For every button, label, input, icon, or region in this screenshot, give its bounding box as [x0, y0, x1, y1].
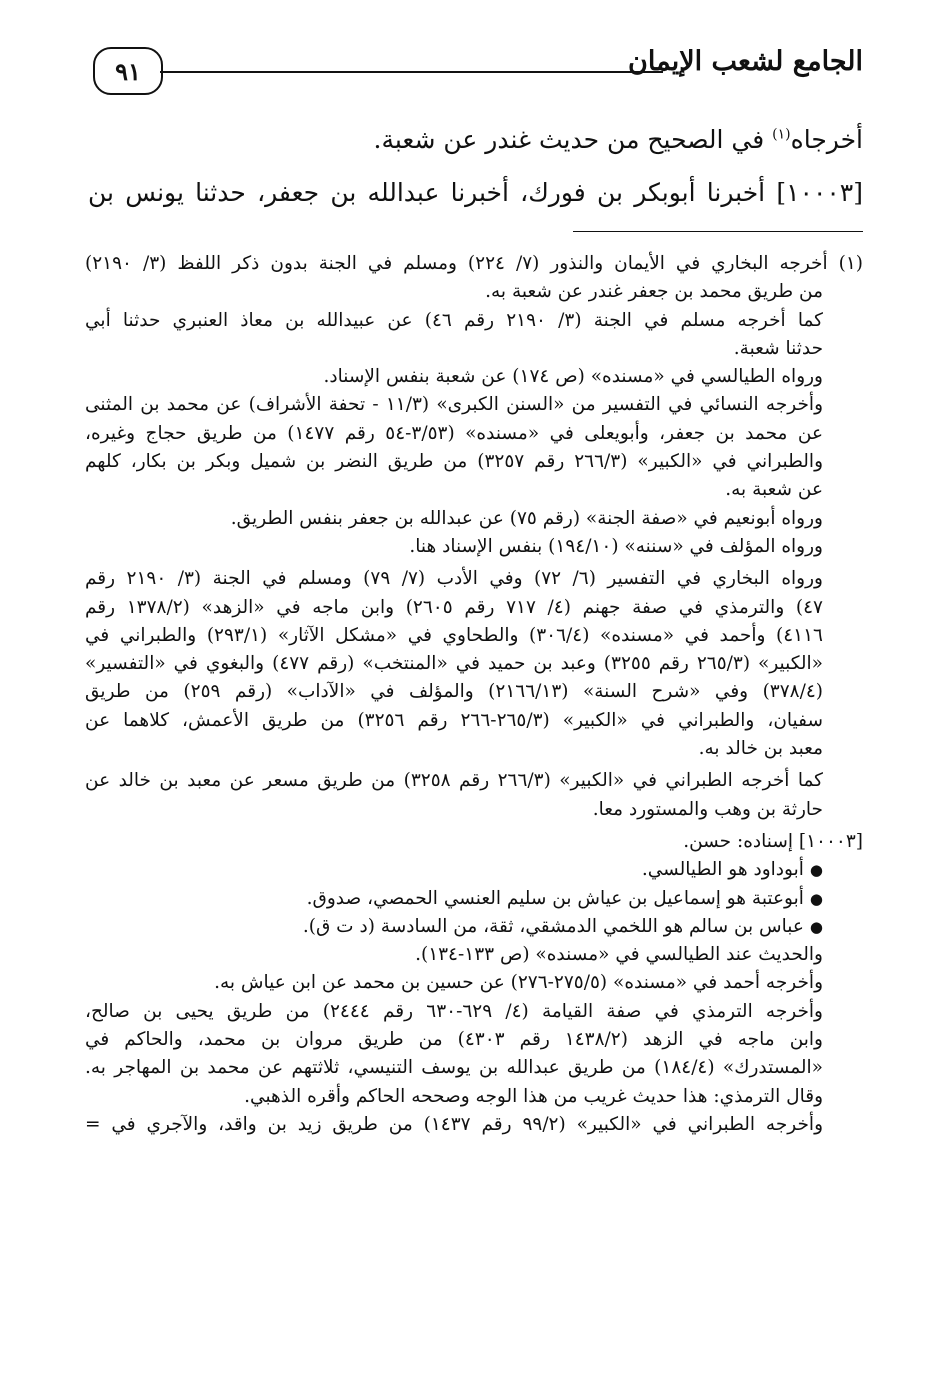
footnote-line: والطبراني في «الكبير» (٢٦٦/٣ رقم ٣٢٥٧) من طريق النضر بن شميل وبكر بن بكار، كلهم — [85, 451, 823, 473]
main-text-line-1 — [374, 125, 864, 154]
footnote-ref-1[interactable]: (١) — [772, 126, 791, 143]
footnote-line: وأخرجه أحمد في «مسنده» (٢٧٥/٥-٢٧٦) عن حسين بن محمد عن ابن عياش به. — [214, 972, 823, 994]
footnote-line: كما أخرجه الطبراني في «الكبير» (٢٦٦/٣ رقم ٣٢٥٨) من طريق مسعر عن معبد بن خالد عن — [85, 770, 823, 792]
footnote-line: «الكبير» (٢٦٥/٣ رقم ٣٢٥٥) وعبد بن حميد في «المنتخب» (رقم ٤٧٧) والبغوي في «التفسير» — [85, 653, 824, 675]
footnote-line: ٤٧) والترمذي في صفة جهنم (٤/ ٧١٧ رقم ٢٦٠٥) وابن ماجه في «الزهد» (١٣٧٨/٢ رقم — [85, 596, 823, 618]
bullet-icon: ● — [809, 861, 823, 880]
bullet-icon: ● — [809, 917, 823, 936]
footnote-line: ورواه أبونعيم في «صفة الجنة» (رقم ٧٥) عن عبدالله بن جعفر بنفس الطريق. — [230, 507, 823, 529]
footnote-line: وقال الترمذي: هذا حديث غريب من هذا الوجه وصححه الحاكم وأقره الذهبي. — [244, 1085, 823, 1107]
footnote-line: (١) أخرجه البخاري في الأيمان والنذور (٧/ ٢٢٤) ومسلم في الجنة بدون ذكر اللفظ (٣/ ٢١٩٠) — [85, 253, 863, 274]
footnote-line: والحديث عند الطيالسي في «مسنده» (ص ١٣٣-١٣٤). — [415, 944, 823, 966]
footnote-line: عن شعبة به. — [725, 479, 823, 501]
footnote-line: ورواه البخاري في التفسير (٦/ ٧٢) وفي الأدب (٧/ ٧٩) ومسلم في الجنة (٣/ ٢١٩٠ رقم — [85, 568, 823, 590]
footnote-line: حدثنا شعبة. — [733, 337, 823, 359]
page-number: ٩١ — [93, 47, 163, 95]
footnotes — [85, 250, 863, 1139]
footnote-line: من طريق محمد بن جعفر غندر عن شعبة به. — [485, 281, 823, 303]
footnote-line: وابن ماجه في الزهد (١٤٣٨/٢ رقم ٤٣٠٣) من طريق مروان بن محمد، والحاكم في — [85, 1029, 823, 1051]
footnote-line: ورواه المؤلف في «سننه» (١٩٤/١٠) بنفس الإسناد هنا. — [409, 535, 823, 557]
footnote-bullet-line: ●أبوداود هو الطيالسي. — [641, 859, 823, 881]
footnote-separator — [573, 231, 863, 232]
footnote-line: كما أخرجه مسلم في الجنة (٣/ ٢١٩٠ رقم ٤٦) عن عبيدالله بن معاذ العنبري حدثنا أبي — [85, 309, 823, 331]
footnote-line: ورواه الطيالسي في «مسنده» (ص ١٧٤) عن شعبة بنفس الإسناد. — [323, 366, 823, 388]
footnote-line: [١٠٠٠٣] إسناده: حسن. — [683, 830, 863, 852]
bullet-icon: ● — [809, 889, 823, 908]
footnote-bullet-line: ●عباس بن سالم هو اللخمي الدمشقي، ثقة، من السادسة (د ت ق). — [302, 915, 823, 937]
footnote-bullet-line: ●أبوعتبة هو إسماعيل بن عياش بن سليم العنسي الحمصي، صدوق. — [306, 887, 823, 909]
footnote-line: سفيان، والطبراني في «الكبير» (٢٦٥/٣-٢٦٦ رقم ٣٢٥٦) من طريق الأعمش، كلاهما عن — [85, 709, 823, 731]
footnote-line: «المستدرك» (١٨٤/٤) من طريق عبدالله بن يوسف التنيسي، ثلاثتهم عن محمد بن المهاجر به. — [85, 1057, 824, 1079]
footnote-line: (٣٧٨/٤) وفي «شرح السنة» (٢١٦٦/١٣) والمؤلف في «الآداب» (رقم ٢٥٩) من طريق — [85, 681, 823, 703]
footnote-line: معبد بن خالد به. — [698, 738, 823, 760]
footnote-line: وأخرجه الترمذي في صفة القيامة (٤/ ٦٢٩-٦٣٠ رقم ٢٤٤٤) من طريق يحيى بن صالح، — [85, 1000, 823, 1022]
main-text-line-1-start: أخرجاه — [790, 125, 863, 154]
main-text-line-1-rest: في الصحيح من حديث غندر عن شعبة. — [373, 125, 773, 154]
footnote-line: حارثة بن وهب والمستورد معا. — [592, 798, 823, 820]
footnote-line: وأخرجه النسائي في التفسير من «السنن الكبرى» (١١/٣ - تحفة الأشراف) عن محمد بن المثنى — [85, 394, 824, 416]
book-title: الجامع لشعب الإيمان — [628, 46, 863, 77]
footnote-line: وأخرجه الطبراني في «الكبير» (٩٩/٢ رقم ١٤٣٧) من طريق زيد بن واقد، والآجري في = — [85, 1113, 824, 1135]
header-rule — [160, 71, 663, 73]
footnote-line: ٤١١٦) وأحمد في «مسنده» (٣٠٦/٤) والطحاوي في «مشكل الآثار» (٢٩٣/١) والطبراني في — [85, 624, 823, 646]
main-text-line-2: [١٠٠٠٣] أخبرنا أبوبكر بن فورك، أخبرنا عبدالله بن جعفر، حدثنا يونس بن — [88, 178, 863, 207]
footnote-line: عن محمد بن جعفر، وأبويعلى في «مسنده» (٣/٥٣-٥٤ رقم ١٤٧٧) من طريق حجاج وغيره، — [85, 422, 823, 444]
